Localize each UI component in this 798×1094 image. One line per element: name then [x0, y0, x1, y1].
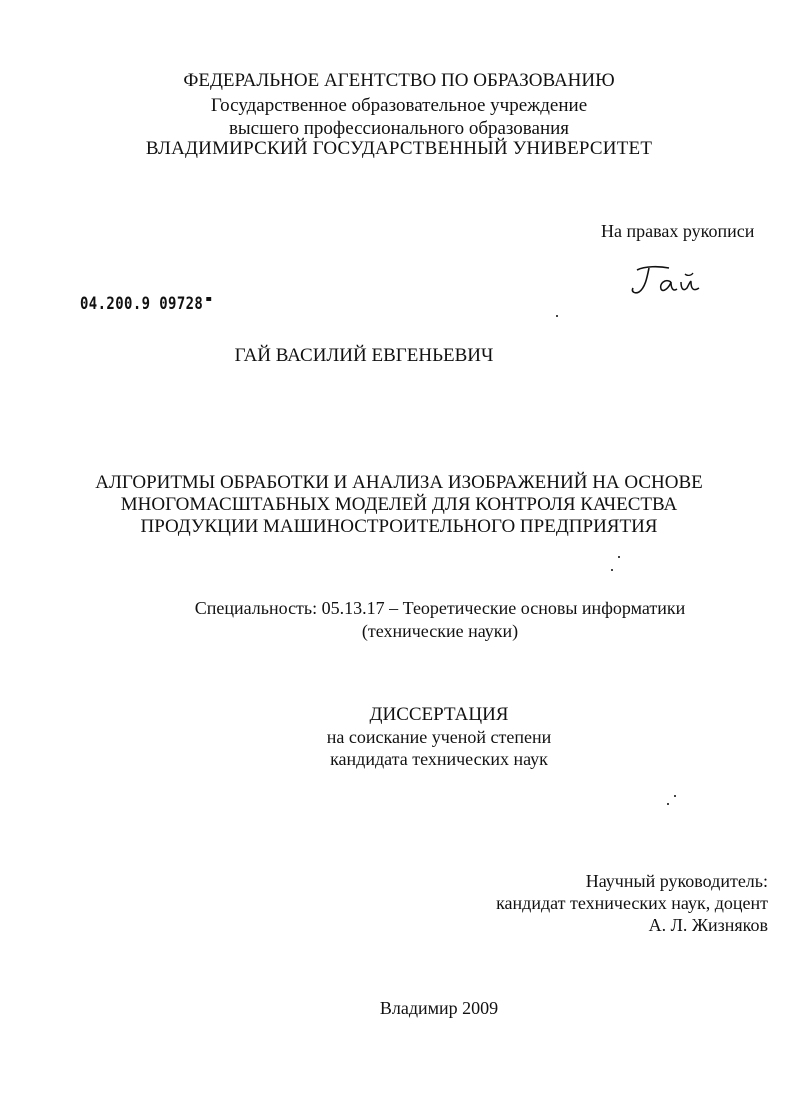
scan-speck	[674, 795, 676, 797]
scan-speck	[618, 556, 620, 558]
header-agency: ФЕДЕРАЛЬНОЕ АГЕНТСТВО ПО ОБРАЗОВАНИЮ	[183, 70, 615, 91]
scan-speck	[611, 569, 613, 571]
signature	[625, 262, 715, 307]
supervisor-name: А. Л. Жизняков	[648, 915, 768, 935]
specialty-line2: (технические науки)	[361, 621, 519, 641]
work-type-line1: на соискание ученой степени	[326, 727, 552, 747]
work-type-heading: ДИССЕРТАЦИЯ	[369, 704, 509, 725]
header-institution-line1: Государственное образовательное учреждение	[210, 95, 588, 116]
author-name: ГАЙ ВАСИЛИЙ ЕВГЕНЬЕВИЧ	[234, 345, 494, 366]
header-institution-line2: высшего профессионального образования	[228, 118, 570, 139]
title-line1: АЛГОРИТМЫ ОБРАБОТКИ И АНАЛИЗА ИЗОБРАЖЕНИЙ НА ОСНОВЕ	[95, 472, 703, 493]
work-type-line2: кандидата технических наук	[330, 749, 548, 769]
registration-number: 04.200.9 09728	[80, 294, 204, 314]
header-university: ВЛАДИМИРСКИЙ ГОСУДАРСТВЕННЫЙ УНИВЕРСИТЕТ	[145, 138, 653, 159]
supervisor-label: Научный руководитель:	[585, 871, 768, 891]
title-line2: МНОГОМАСШТАБНЫХ МОДЕЛЕЙ ДЛЯ КОНТРОЛЯ КАЧЕСТВА	[120, 494, 678, 515]
supervisor-degree: кандидат технических наук, доцент	[496, 893, 768, 913]
stamp-mark	[207, 297, 212, 301]
scan-speck	[667, 803, 669, 805]
scan-speck	[556, 315, 558, 317]
registration-stamp	[80, 294, 211, 314]
manuscript-note: На правах рукописи	[601, 221, 755, 241]
title-line3: ПРОДУКЦИИ МАШИНОСТРОИТЕЛЬНОГО ПРЕДПРИЯТИЯ	[140, 516, 658, 537]
specialty-line1: Специальность: 05.13.17 – Теоретические основы информатики	[194, 598, 686, 618]
footer-city-year: Владимир 2009	[379, 998, 499, 1018]
signature-icon	[625, 262, 715, 302]
